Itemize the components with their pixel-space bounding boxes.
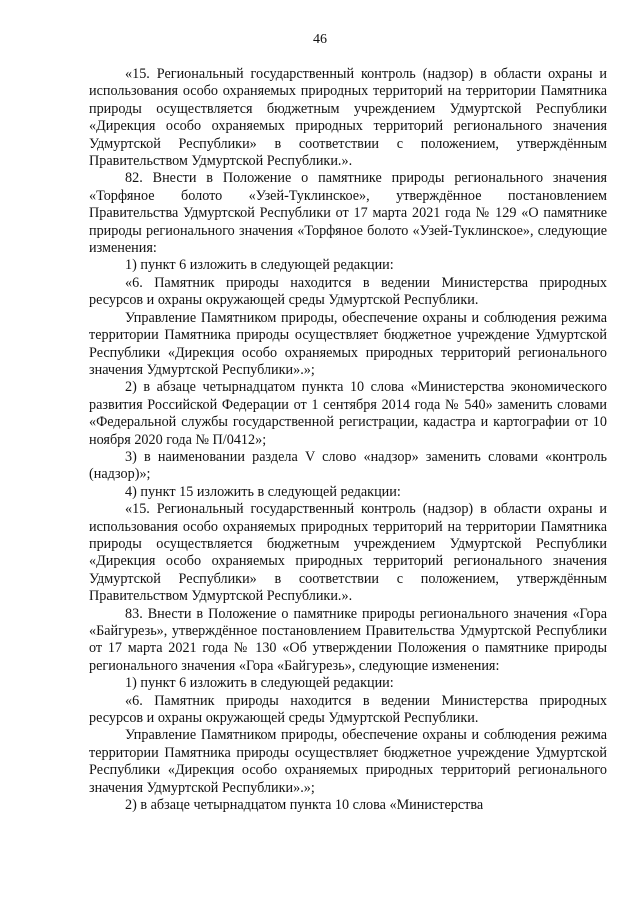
page-number: 46 [313, 32, 327, 47]
paragraph-item-6-quote-b: «6. Памятник природы находится в ведении Министерства природных ресурсов и охраны окружающей среды Удмуртской Республики. [89, 692, 607, 727]
paragraph-subitem-2-b: 2) в абзаце четырнадцатом пункта 10 слова «Министерства [125, 797, 484, 814]
document-body [89, 66, 607, 814]
paragraph-subitem-3: 3) в наименовании раздела V слово «надзор» заменить словами «контроль (надзор)»; [89, 448, 607, 483]
paragraph-item-15-first: «15. Региональный государственный контроль (надзор) в области охраны и использования особо охраняемых природных территорий на территории Памятника природы осуществляется бюджетным учреждением Удмуртской Республики «Дирекция особо охраняемых природных территорий регионального значения Удмуртской Республики» в соответствии с положением, утверждённым Правительством Удмуртской Республики.». [89, 66, 607, 170]
paragraph-item-6-quote: «6. Памятник природы находится в ведении Министерства природных ресурсов и охраны окружающей среды Удмуртской Республики. [89, 274, 607, 309]
paragraph-management: Управление Памятником природы, обеспечение охраны и соблюдения режима территории Памятника природы осуществляет бюджетное учреждение Удмуртской Республики «Дирекция особо охраняемых природных территорий регионального значения Удмуртской Республики».»; [89, 309, 607, 378]
paragraph-amendment-82: 82. Внести в Положение о памятнике природы регионального значения «Торфяное болото «Узей-Туклинское», утверждённое постановлением Правительства Удмуртской Республики от 17 марта 2021 года № 129 «О памятнике природы регионального значения «Торфяное болото «Узей-Туклинское», следующие изменения: [89, 170, 607, 257]
paragraph-subitem-1-b: 1) пункт 6 изложить в следующей редакции: [125, 675, 394, 692]
paragraph-subitem-4: 4) пункт 15 изложить в следующей редакции: [125, 483, 401, 500]
paragraph-subitem-1: 1) пункт 6 изложить в следующей редакции: [125, 257, 394, 274]
paragraph-management-b: Управление Памятником природы, обеспечение охраны и соблюдения режима территории Памятника природы осуществляет бюджетное учреждение Удмуртской Республики «Дирекция особо охраняемых природных территорий регионального значения Удмуртской Республики».»; [89, 727, 607, 796]
paragraph-amendment-83: 83. Внести в Положение о памятнике природы регионального значения «Гора «Байгурезь», утверждённое постановлением Правительства Удмуртской Республики от 17 марта 2021 года № 130 «Об утверждении Положения о памятнике природы регионального значения «Гора «Байгурезь», следующие изменения: [89, 605, 607, 674]
paragraph-subitem-2: 2) в абзаце четырнадцатом пункта 10 слова «Министерства экономического развития Российской Федерации от 1 сентября 2014 года № 540» заменить словами «Федеральной службы государственной регистрации, кадастра и картографии от 10 ноября 2020 года № П/0412»; [89, 379, 607, 448]
paragraph-item-15-second: «15. Региональный государственный контроль (надзор) в области охраны и использования особо охраняемых природных территорий на территории Памятника природы осуществляется бюджетным учреждением Удмуртской Республики «Дирекция особо охраняемых природных территорий регионального значения Удмуртской Республики» в соответствии с положением, утверждённым Правительством Удмуртской Республики.». [89, 501, 607, 605]
